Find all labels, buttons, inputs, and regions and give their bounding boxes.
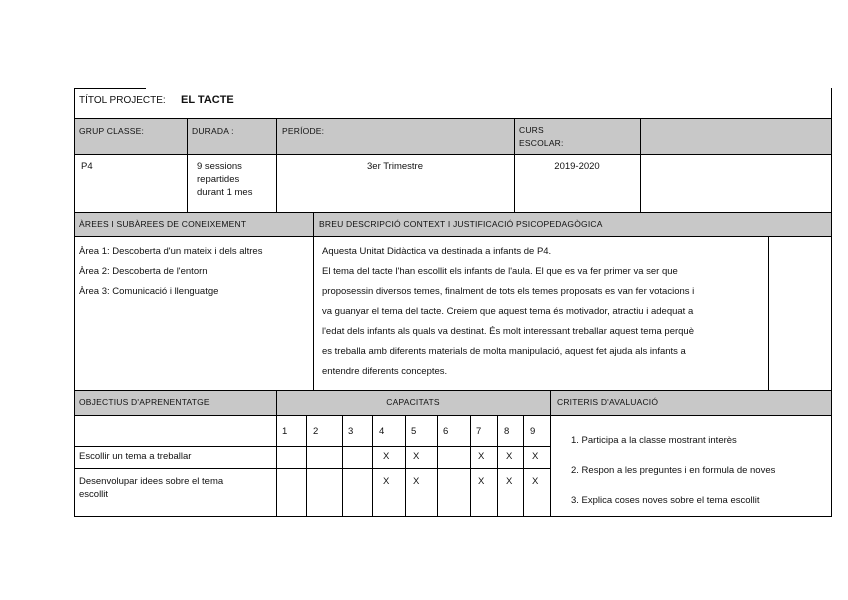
rule [640, 118, 641, 212]
breu-line: entendre diferents conceptes. [322, 366, 448, 377]
rule [74, 212, 832, 213]
rule [74, 468, 550, 469]
capacitat-mark: X [383, 451, 390, 462]
rule [74, 236, 832, 237]
rule [313, 212, 314, 390]
rule [74, 415, 832, 416]
rule [470, 415, 471, 516]
durada-line: durant 1 mes [197, 187, 253, 198]
capacitat-number: 5 [411, 426, 417, 437]
rule [342, 415, 343, 516]
objectiu-item: Escollir un tema a treballar [79, 451, 192, 462]
capacitat-mark: X [506, 451, 513, 462]
rule [306, 415, 307, 516]
breu-line: Aquesta Unitat Didàctica va destinada a infants de P4. [322, 246, 552, 257]
criteri-item: 2. Respon a les preguntes i en formula de noves [571, 465, 776, 476]
capacitat-number: 1 [282, 426, 288, 437]
rule [187, 118, 188, 212]
objectius-header: OBJECTIUS D'APRENENTATGE [79, 397, 210, 407]
area-item: Àrea 3: Comunicació i llenguatge [79, 286, 219, 297]
rule [497, 415, 498, 516]
breu-header: BREU DESCRIPCIÓ CONTEXT I JUSTIFICACIÓ PSICOPEDAGÒGICA [319, 219, 603, 229]
area-item: Àrea 2: Descoberta de l'entorn [79, 266, 208, 277]
capacitat-mark: X [532, 476, 539, 487]
periode-header: PERÍODE: [282, 126, 325, 136]
objectiu-item-cont: escollit [79, 489, 109, 500]
rule [523, 415, 524, 516]
capacitat-number: 8 [504, 426, 510, 437]
capacitat-mark: X [478, 476, 485, 487]
criteri-item: 3. Explica coses noves sobre el tema escollit [571, 495, 760, 506]
capacitat-number: 6 [443, 426, 449, 437]
rule [550, 390, 551, 516]
criteri-item: 1. Participa a la classe mostrant interès [571, 435, 737, 446]
criteris-header: CRITERIS D'AVALUACIÓ [557, 397, 659, 407]
rule [831, 88, 832, 517]
rule [74, 516, 832, 517]
rule [768, 236, 769, 390]
rule [74, 88, 75, 517]
capacitat-number: 7 [476, 426, 482, 437]
grup-value: P4 [81, 161, 93, 172]
periode-value: 3er Trimestre [367, 161, 423, 172]
area-item: Àrea 1: Descoberta d'un mateix i dels altres [79, 246, 263, 257]
curs-header-line2: ESCOLAR: [519, 138, 564, 148]
rule [405, 415, 406, 516]
capacitat-number: 3 [348, 426, 354, 437]
capacitat-mark: X [478, 451, 485, 462]
rule [74, 390, 832, 391]
durada-line: 9 sessions [197, 161, 242, 172]
grup-classe-header: GRUP CLASSE: [79, 126, 145, 136]
rule [437, 415, 438, 516]
objectiu-item: Desenvolupar idees sobre el tema [79, 476, 224, 487]
project-title: EL TACTE [181, 94, 234, 106]
durada-header: DURADA : [192, 126, 234, 136]
capacitat-number: 9 [530, 426, 536, 437]
capacitat-number: 4 [379, 426, 385, 437]
capacitat-mark: X [413, 451, 420, 462]
breu-line: va guanyar el tema del tacte. Creiem que aquest tema és motivador, atractiu i adequat a [322, 306, 694, 317]
capacitat-number: 2 [313, 426, 319, 437]
capacitat-mark: X [383, 476, 390, 487]
capacitats-header: CAPACITATS [386, 397, 440, 407]
breu-line: l'edat dels infants als quals va destinat. És molt interessant treballar aquest tema perquè [322, 326, 694, 337]
title-top-rule [74, 88, 146, 89]
rule [74, 446, 550, 447]
rule [276, 390, 277, 516]
curs-value: 2019-2020 [554, 161, 600, 172]
capacitat-mark: X [413, 476, 420, 487]
curs-header-line1: CURS [519, 125, 544, 135]
rule [372, 415, 373, 516]
capacitat-mark: X [532, 451, 539, 462]
capacitat-mark: X [506, 476, 513, 487]
breu-line: es treballa amb diferents materials de molta manipulació, aquest fet ajuda als infants a [322, 346, 686, 357]
breu-line: proposessin diversos temes, finalment de tots els temes proposats es van fer votacions i [322, 286, 695, 297]
areas-header: ÀREES I SUBÀREES DE CONEIXEMENT [79, 219, 247, 229]
breu-line: El tema del tacte l'han escollit els infants de l'aula. El que es va fer primer va ser que [322, 266, 678, 277]
title-label: TÍTOL PROJECTE: [79, 95, 166, 106]
durada-line: repartides [197, 174, 240, 185]
